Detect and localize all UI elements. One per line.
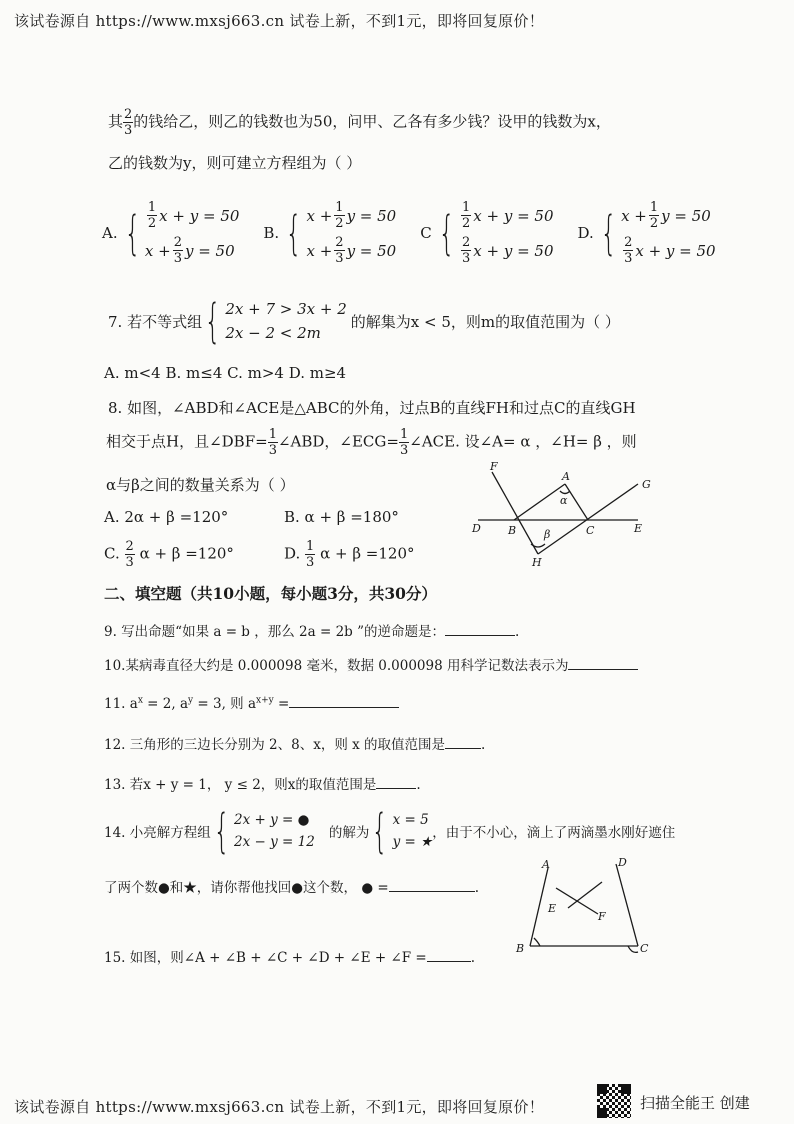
- q9: 9. 写出命题“如果 a = b ，那么 2a = 2b ”的逆命题是： .: [104, 620, 519, 640]
- answer-blank[interactable]: [427, 947, 471, 962]
- equation: $\frac{1}{2}$ x + y = 50: [462, 200, 554, 231]
- brace-glyph: {: [438, 206, 455, 260]
- brace-glyph: {: [124, 206, 141, 260]
- q14-solution: { x = 5 y = ★: [371, 804, 433, 858]
- answer-blank[interactable]: [389, 877, 475, 892]
- label-a: A: [562, 470, 570, 483]
- q6-option-d: [578, 201, 716, 265]
- q12: 12. 三角形的三边长分别为 2、8、x，则 x 的取值范围是 .: [104, 733, 485, 753]
- q6-line2: 乙的钱数为y，则可建立方程组为（ ）: [108, 154, 362, 172]
- q8-text-a: 相交于点H，且∠DBF=: [106, 432, 268, 451]
- label-beta: β: [544, 528, 551, 541]
- q8-optc-fraction: $\frac{2}{3}$: [125, 539, 134, 570]
- q6-option-c: [420, 201, 553, 265]
- q14-eq2: 2x − y = 12: [234, 834, 315, 850]
- brace-glyph: {: [285, 206, 302, 260]
- label-b: B: [516, 942, 525, 955]
- label-d: D: [472, 522, 481, 535]
- q13: 13. 若x + y = 1， y ≤ 2，则x的取值范围是 .: [104, 773, 421, 793]
- q8-fraction-2: $\frac{1}{3}$: [399, 427, 409, 458]
- q8-option-d: D. $\frac{1}{3}$ α + β =120°: [284, 539, 415, 570]
- q7-text-post: 的解集为x < 5，则m的取值范围为（ ）: [350, 312, 620, 331]
- answer-blank[interactable]: [289, 693, 399, 708]
- q8-optd-fraction: $\frac{1}{3}$: [306, 539, 315, 570]
- q6-option-b: [263, 201, 396, 265]
- option-label: B.: [263, 224, 280, 242]
- segment-de: [568, 882, 602, 908]
- q6-fraction: $\frac{2}{3}$: [124, 107, 133, 138]
- answer-blank[interactable]: [445, 734, 481, 749]
- angle-arc-b: [534, 938, 540, 946]
- label-c: C: [586, 524, 595, 537]
- q8-line3: α与β之间的数量关系为（ ）: [106, 476, 295, 494]
- equation: $\frac{2}{3}$ x + y = 50: [624, 235, 716, 266]
- label-e: E: [634, 522, 643, 535]
- equation: x + $\frac{1}{2}$ y = 50: [306, 200, 397, 231]
- equation: x + $\frac{2}{3}$ y = 50: [144, 235, 235, 266]
- section-title: 二、填空题（共10小题，每小题3分，共30分）: [104, 584, 437, 603]
- q10: 10.某病毒直径大约是 0.000098 毫米，数据 0.000098 用科学记数法表示为: [104, 654, 638, 674]
- q7-text-pre: 7. 若不等式组: [108, 312, 203, 331]
- q8-line2: [106, 428, 637, 457]
- label-c: C: [640, 942, 649, 955]
- q14-line2: 了两个数●和★，请你帮他找回●这个数， ● = .: [104, 876, 479, 896]
- q8-text-b: ∠ABD，∠ECG=: [277, 432, 399, 451]
- label-d: D: [618, 856, 627, 869]
- equation: $\frac{1}{2}$ x + y = 50: [147, 200, 240, 231]
- angle-arc-c: [628, 946, 638, 952]
- q11: 11. $a^x = 2$, $a^y = 3$, 则 $a^{x+y}$ =: [104, 692, 399, 712]
- header-banner: 该试卷源自 https://www.mxsj663.cn 试卷上新，不到1元，即将回复原价！: [14, 12, 545, 30]
- option-label: A.: [102, 224, 118, 242]
- q6-text-post: 的钱给乙，则乙的钱数也为50，问甲、乙各有多少钱？设甲的钱数为x，: [133, 112, 611, 131]
- segment-ab: [530, 868, 548, 946]
- q8-option-b: B. α + β =180°: [284, 508, 399, 526]
- q8-option-c: C. $\frac{2}{3}$ α + β =120°: [104, 539, 234, 570]
- option-label: C: [420, 224, 432, 242]
- label-h: H: [532, 556, 542, 569]
- q14-system: { 2x + y = ● 2x − y = 12: [213, 804, 315, 858]
- label-b: B: [508, 524, 517, 537]
- q6-line1: [108, 108, 611, 137]
- equation: x + $\frac{2}{3}$ y = 50: [306, 235, 397, 266]
- equation: x + $\frac{1}{2}$ y = 50: [621, 200, 711, 231]
- label-f: F: [490, 460, 498, 473]
- q6-text-pre: 其: [108, 112, 124, 131]
- segment-ab: [514, 484, 565, 520]
- brace-glyph: {: [600, 206, 617, 260]
- label-g: G: [642, 478, 651, 491]
- scanner-credit: 扫描全能王 创建: [640, 1094, 750, 1112]
- q7-system: [202, 294, 347, 348]
- q8-option-a: A. 2α + β =120°: [104, 508, 229, 526]
- q8-line1: 8. 如图，∠ABD和∠ACE是△ABC的外角，过点B的直线FH和过点C的直线GH: [108, 399, 636, 417]
- footer-banner: 该试卷源自 https://www.mxsj663.cn 试卷上新，不到1元，即将回复原价！: [14, 1098, 545, 1116]
- answer-blank[interactable]: [376, 774, 416, 789]
- equation: $\frac{2}{3}$ x + y = 50: [462, 235, 554, 266]
- q7-stem: [108, 294, 620, 348]
- label-f: F: [598, 910, 606, 923]
- label-alpha: α: [560, 494, 568, 507]
- q15: 15. 如图，则∠A + ∠B + ∠C + ∠D + ∠E + ∠F = .: [104, 946, 475, 966]
- segment-ac: [565, 484, 588, 520]
- label-e: E: [548, 902, 557, 915]
- segment-cd: [616, 864, 638, 946]
- q6-option-a: [102, 201, 239, 265]
- q7-ineq1: 2x + 7 > 3x + 2: [225, 300, 347, 318]
- q15-figure: [506, 856, 656, 964]
- answer-blank[interactable]: [445, 621, 515, 636]
- answer-blank[interactable]: [568, 655, 638, 670]
- option-label: D.: [577, 224, 594, 242]
- brace-glyph: {: [204, 294, 221, 348]
- qr-code-icon: [597, 1084, 631, 1118]
- q14-stem: 14. 小亮解方程组 { 2x + y = ● 2x − y = 12 的解为 { x = 5 y = ★ ，由于不小心，滴上了两滴墨水刚好遮住: [104, 804, 676, 858]
- q14-sol1: x = 5: [392, 812, 429, 828]
- q7-options: A. m<4 B. m≤4 C. m>4 D. m≥4: [104, 364, 347, 382]
- q7-ineq2: 2x − 2 < 2m: [225, 324, 321, 342]
- label-a: A: [542, 858, 550, 871]
- line-fh: [492, 472, 538, 554]
- q8-figure: [470, 458, 660, 570]
- q14-sol2: y = ★: [392, 834, 433, 850]
- q6-options: [102, 188, 716, 278]
- q8-text-c: ∠ACE. 设∠A= α ，∠H= β ，则: [409, 432, 637, 451]
- q8-fraction-1: $\frac{1}{3}$: [268, 427, 277, 458]
- q14-eq1: 2x + y = ●: [234, 812, 310, 828]
